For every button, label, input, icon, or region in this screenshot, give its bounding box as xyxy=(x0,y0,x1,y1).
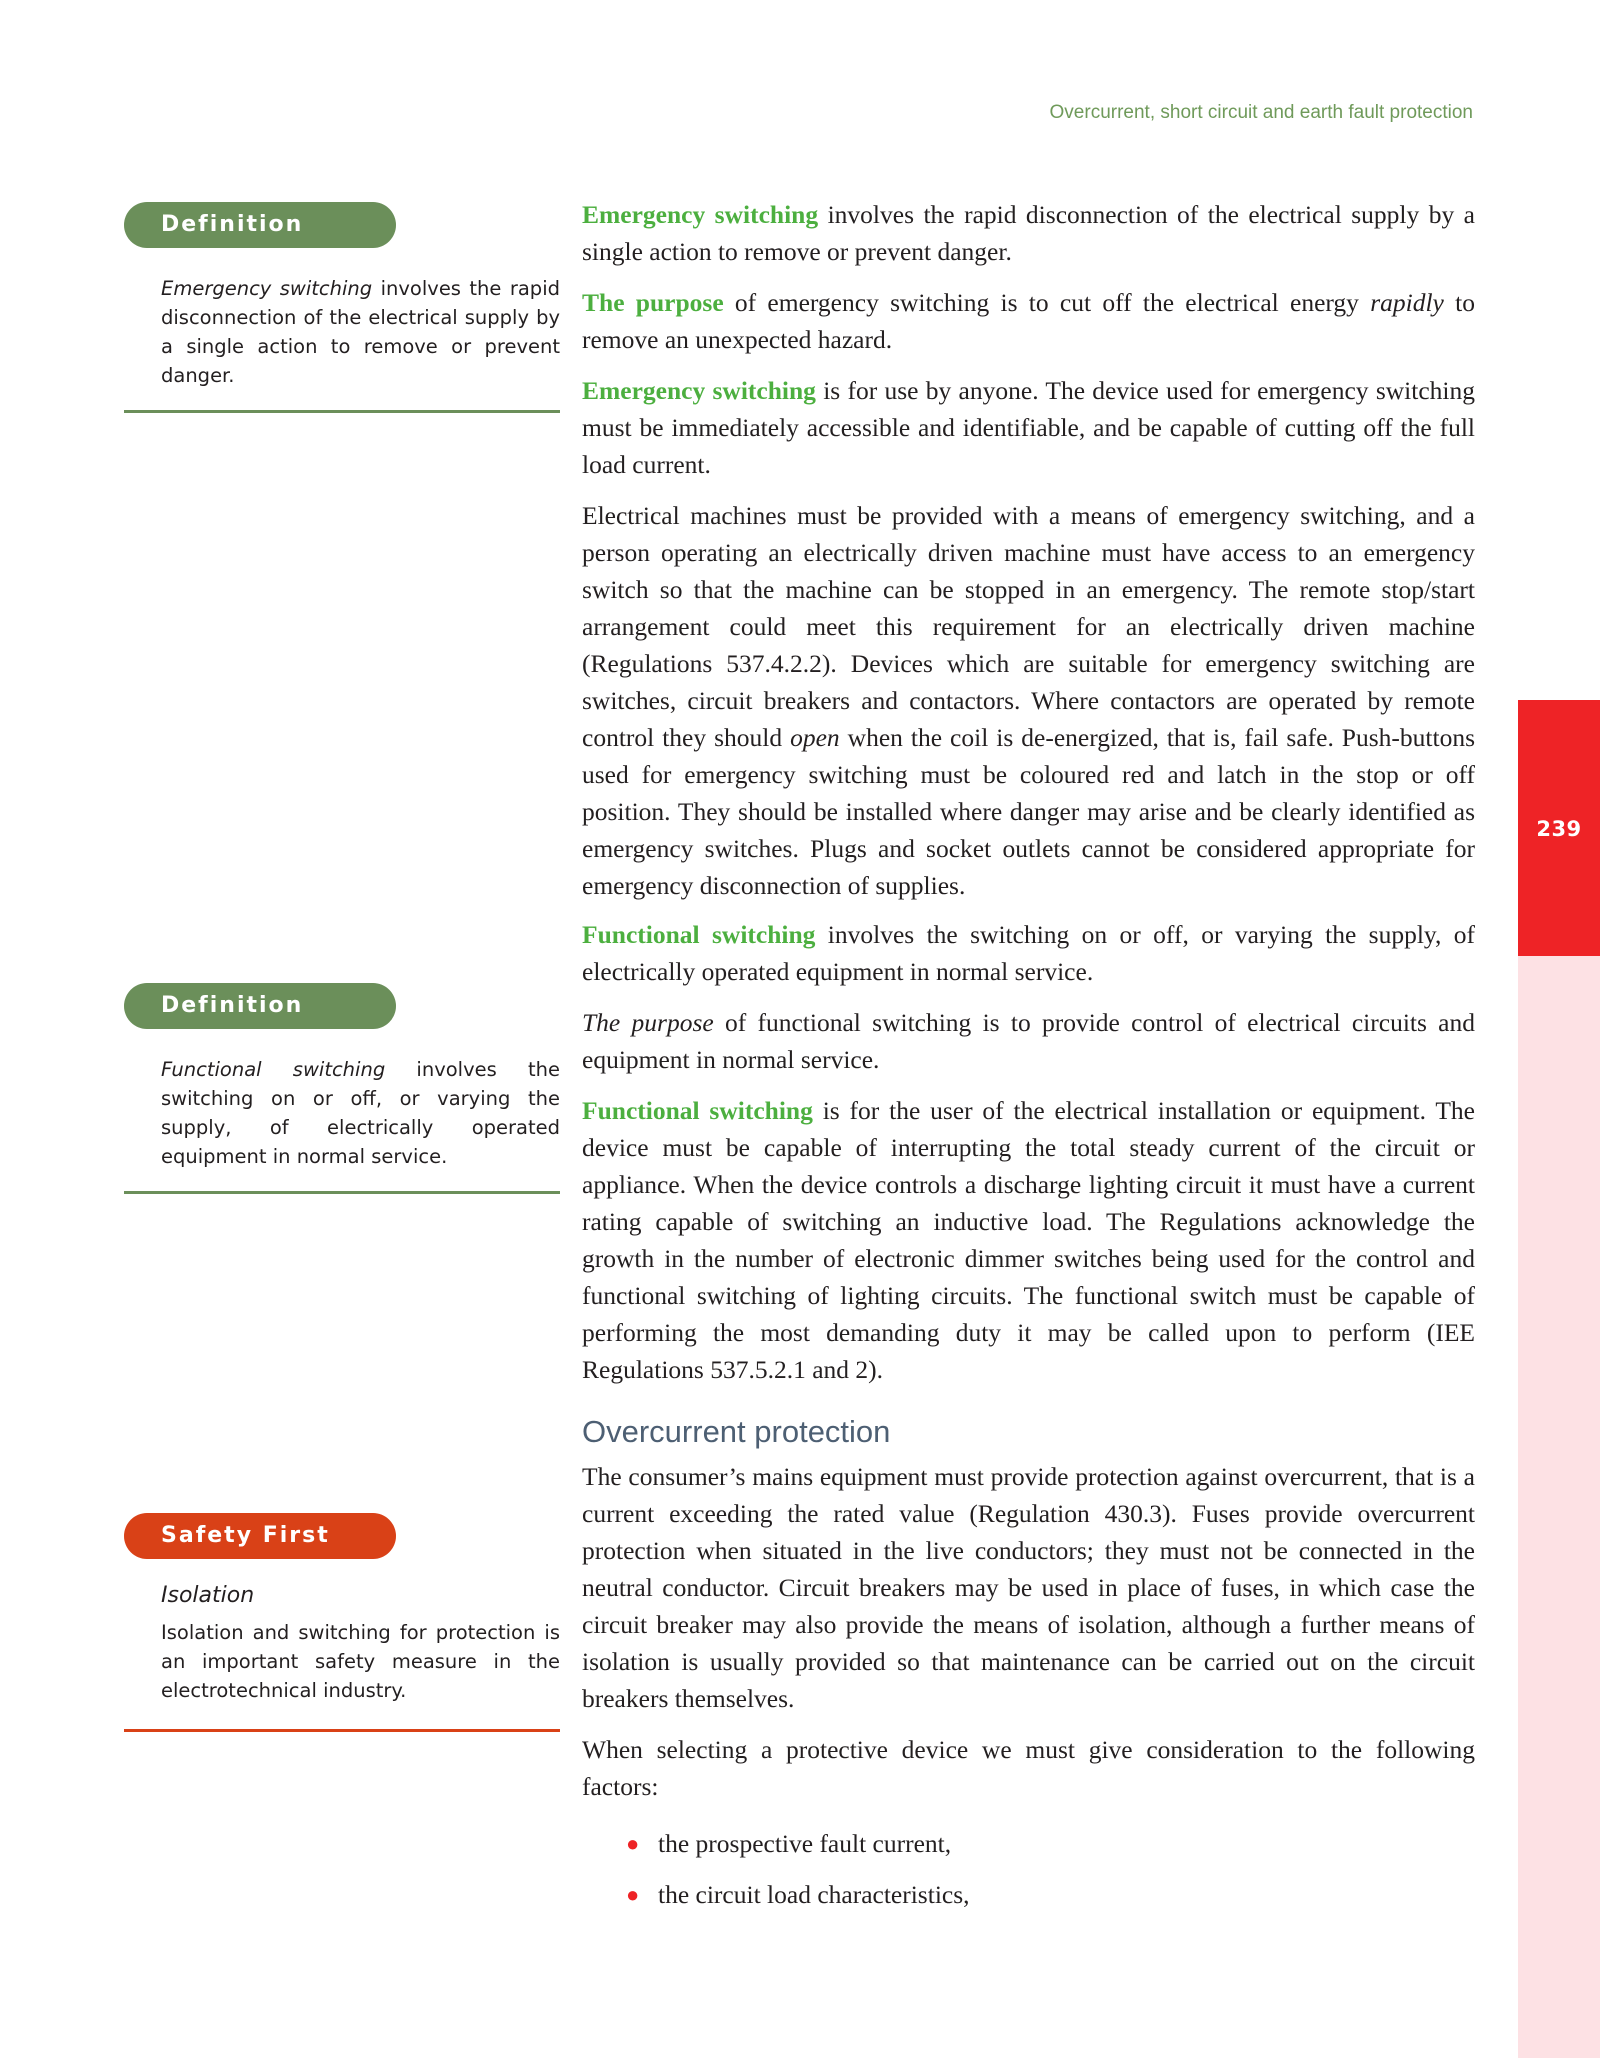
page-edge-strip xyxy=(1518,956,1600,2058)
definition-label: Definition xyxy=(124,202,396,248)
safety-first-subtitle: Isolation xyxy=(161,1583,255,1608)
definition-term: Emergency switching xyxy=(161,277,373,300)
list-item-text: the prospective fault current, xyxy=(658,1829,952,1858)
definition-label: Definition xyxy=(124,983,396,1029)
keyword: Emergency switching xyxy=(582,376,816,405)
keyword: Functional switching xyxy=(582,1096,813,1125)
keyword: Emergency switching xyxy=(582,200,819,229)
definition-body: involves the switching on or off, or varying the supply, of electrically operated equipment in normal service. xyxy=(161,1058,560,1168)
paragraph-emergency-purpose xyxy=(582,284,1475,358)
paragraph-text: to remove an unexpected hazard. xyxy=(582,288,1475,354)
emphasis: rapidly xyxy=(1370,288,1444,317)
emphasis: open xyxy=(790,723,840,752)
paragraph-emergency-definition xyxy=(582,196,1475,270)
paragraph-text: involves the switching on or off, or varying the supply, of electrically operated equipment in normal service. xyxy=(582,920,1475,986)
safety-first-box xyxy=(124,1513,560,1732)
paragraph-functional-definition xyxy=(582,916,1475,990)
list-item-text: the circuit load characteristics, xyxy=(658,1880,970,1909)
paragraph-text: of emergency switching is to cut off the electrical energy xyxy=(723,288,1371,317)
emphasis: The purpose xyxy=(582,1008,714,1037)
section-heading: Overcurrent protection xyxy=(582,1414,891,1449)
definition-text xyxy=(124,274,560,390)
page-number: 239 xyxy=(1536,817,1582,841)
paragraph-emergency-use xyxy=(582,372,1475,483)
safety-first-divider xyxy=(124,1729,560,1732)
page-thumb-tab xyxy=(1518,700,1600,956)
list-item xyxy=(626,1876,1475,1913)
definition-box-functional xyxy=(124,983,560,1194)
definition-term: Functional switching xyxy=(161,1058,386,1081)
keyword: The purpose xyxy=(582,288,724,317)
paragraph-text: when the coil is de-energized, that is, fail safe. Push-buttons used for emergency switching must be coloured red and latch in the stop or off position. They should be installed where danger may arise and be clearly identified as emergency switches. Plugs and socket outlets cannot be considered appropriate for emergency disconnection of supplies. xyxy=(582,723,1476,900)
paragraph-machines xyxy=(582,497,1475,904)
paragraph-text: involves the rapid disconnection of the electrical supply by a single action to remove or prevent danger. xyxy=(582,200,1476,266)
keyword: Functional switching xyxy=(582,920,816,949)
paragraph-functional-purpose xyxy=(582,1004,1475,1078)
definition-box-emergency xyxy=(124,202,560,413)
bullet-icon: ● xyxy=(626,1882,640,1907)
paragraph-text: of functional switching is to provide control of electrical circuits and equipment in normal service. xyxy=(582,1008,1475,1074)
main-column xyxy=(582,196,1475,1927)
paragraph-overcurrent: The consumer’s mains equipment must provide protection against overcurrent, that is a current exceeding the rated value (Regulation 430.3). Fuses provide overcurrent protection when situated in the live conductors; they must not be connected in the neutral conductor. Circuit breakers may be used in place of fuses, in which case the circuit breaker may also provide the means of isolation, although a further means of isolation is usually provided so that maintenance can be carried out on the circuit breakers themselves. xyxy=(582,1462,1475,1713)
list-item xyxy=(626,1825,1475,1862)
bullet-icon: ● xyxy=(626,1831,640,1856)
definition-body: involves the rapid disconnection of the electrical supply by a single action to remove or prevent danger. xyxy=(161,277,560,387)
definition-divider xyxy=(124,410,560,413)
paragraph-functional-use xyxy=(582,1092,1475,1388)
paragraph-text: Electrical machines must be provided with a means of emergency switching, and a person operating an electrically driven machine must have access to an emergency switch so that the machine can be stopped in an emergency. The remote stop/start arrangement could meet this requirement for an electrically driven machine (Regulations 537.4.2.2). Devices which are suitable for emergency switching are switches, circuit breakers and contactors. Where contactors are operated by remote control they should xyxy=(582,501,1475,752)
safety-first-label: Safety First xyxy=(124,1513,396,1559)
paragraph-text: is for the user of the electrical installation or equipment. The device must be capable of interrupting the total steady current of the circuit or appliance. When the device controls a discharge lighting circuit it must have a current rating capable of switching an inductive load. The Regulations acknowledge the growth in the number of electronic dimmer switches being used for the control and functional switching of lighting circuits. The functional switch must be capable of performing the most demanding duty it may be called upon to perform (IEE Regulations 537.5.2.1 and 2). xyxy=(582,1096,1475,1384)
definition-text xyxy=(124,1055,560,1171)
paragraph-text: is for use by anyone. The device used for emergency switching must be immediately accessible and identifiable, and be capable of cutting off the full load current. xyxy=(582,376,1475,479)
definition-divider xyxy=(124,1191,560,1194)
safety-first-text: Isolation and switching for protection is an important safety measure in the electrotechnical industry. xyxy=(161,1621,560,1702)
running-head: Overcurrent, short circuit and earth fault protection xyxy=(1049,102,1473,123)
paragraph-factors: When selecting a protective device we must give consideration to the following factors: xyxy=(582,1735,1475,1801)
factor-list xyxy=(582,1825,1475,1913)
